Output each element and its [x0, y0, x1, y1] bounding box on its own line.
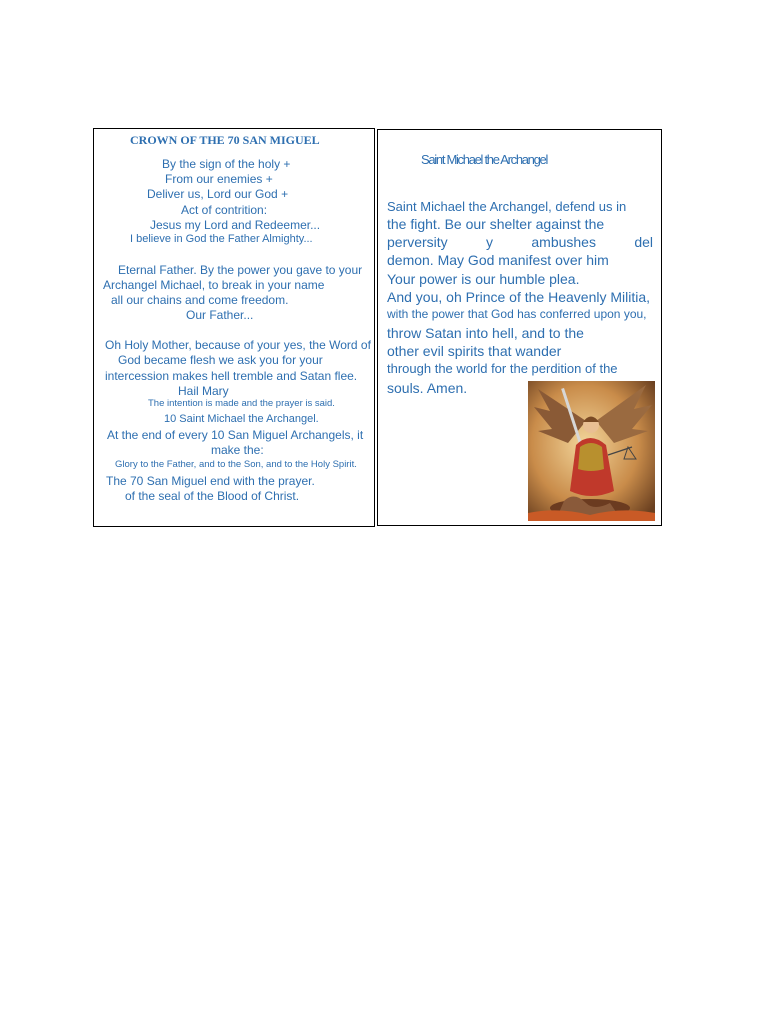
- prayer-line: God became flesh we ask you for your: [118, 353, 323, 367]
- prayer-line: souls. Amen.: [387, 380, 468, 396]
- prayer-line: make the:: [211, 443, 264, 457]
- prayer-line: the fight. Be our shelter against the: [387, 216, 605, 232]
- card-title: CROWN OF THE 70 SAN MIGUEL: [130, 133, 320, 147]
- prayer-line: Oh Holy Mother, because of your yes, the Word of: [105, 338, 371, 352]
- prayer-line: Our Father...: [186, 308, 254, 322]
- prayer-line: I believe in God the Father Almighty...: [130, 233, 313, 245]
- prayer-line: Glory to the Father, and to the Son, and to the Holy Spirit.: [115, 459, 357, 470]
- prayer-card-right: [377, 129, 662, 526]
- prayer-word: del: [634, 234, 653, 250]
- prayer-line: demon. May God manifest over him: [387, 252, 609, 268]
- prayer-word: y: [486, 234, 494, 250]
- prayer-line-justified: [387, 235, 653, 249]
- prayer-line: The 70 San Miguel end with the prayer.: [106, 474, 315, 488]
- prayer-card-left: [93, 128, 375, 527]
- prayer-line: Your power is our humble plea.: [387, 271, 580, 287]
- prayer-line: with the power that God has conferred upon you,: [387, 307, 647, 321]
- prayer-line: Jesus my Lord and Redeemer...: [150, 218, 321, 232]
- card-heading: Saint Michael the Archangel: [421, 152, 548, 167]
- prayer-word: perversity: [387, 234, 448, 250]
- prayer-line: Archangel Michael, to break in your name: [103, 278, 325, 292]
- prayer-line: Eternal Father. By the power you gave to your: [118, 263, 363, 277]
- prayer-line: Deliver us, Lord our God +: [147, 187, 289, 201]
- prayer-line: From our enemies +: [165, 172, 273, 186]
- prayer-line: of the seal of the Blood of Christ.: [125, 489, 300, 503]
- prayer-line: Hail Mary: [178, 384, 229, 398]
- prayer-line: through the world for the perdition of the: [387, 361, 618, 376]
- prayer-line: Act of contrition:: [181, 203, 268, 217]
- prayer-line: other evil spirits that wander: [387, 343, 562, 359]
- prayer-line: throw Satan into hell, and to the: [387, 325, 584, 341]
- prayer-line: By the sign of the holy +: [162, 157, 291, 171]
- prayer-line: all our chains and come freedom.: [111, 293, 289, 307]
- prayer-line: 10 Saint Michael the Archangel.: [164, 413, 319, 425]
- prayer-line: The intention is made and the prayer is said.: [148, 398, 335, 409]
- prayer-word: ambushes: [531, 234, 596, 250]
- prayer-line: Saint Michael the Archangel, defend us in: [387, 199, 627, 214]
- prayer-line: intercession makes hell tremble and Satan flee.: [105, 369, 358, 383]
- prayer-line: And you, oh Prince of the Heavenly Militia,: [387, 289, 651, 305]
- prayer-line: At the end of every 10 San Miguel Archangels, it: [107, 428, 364, 442]
- saint-michael-archangel-icon: [528, 381, 655, 521]
